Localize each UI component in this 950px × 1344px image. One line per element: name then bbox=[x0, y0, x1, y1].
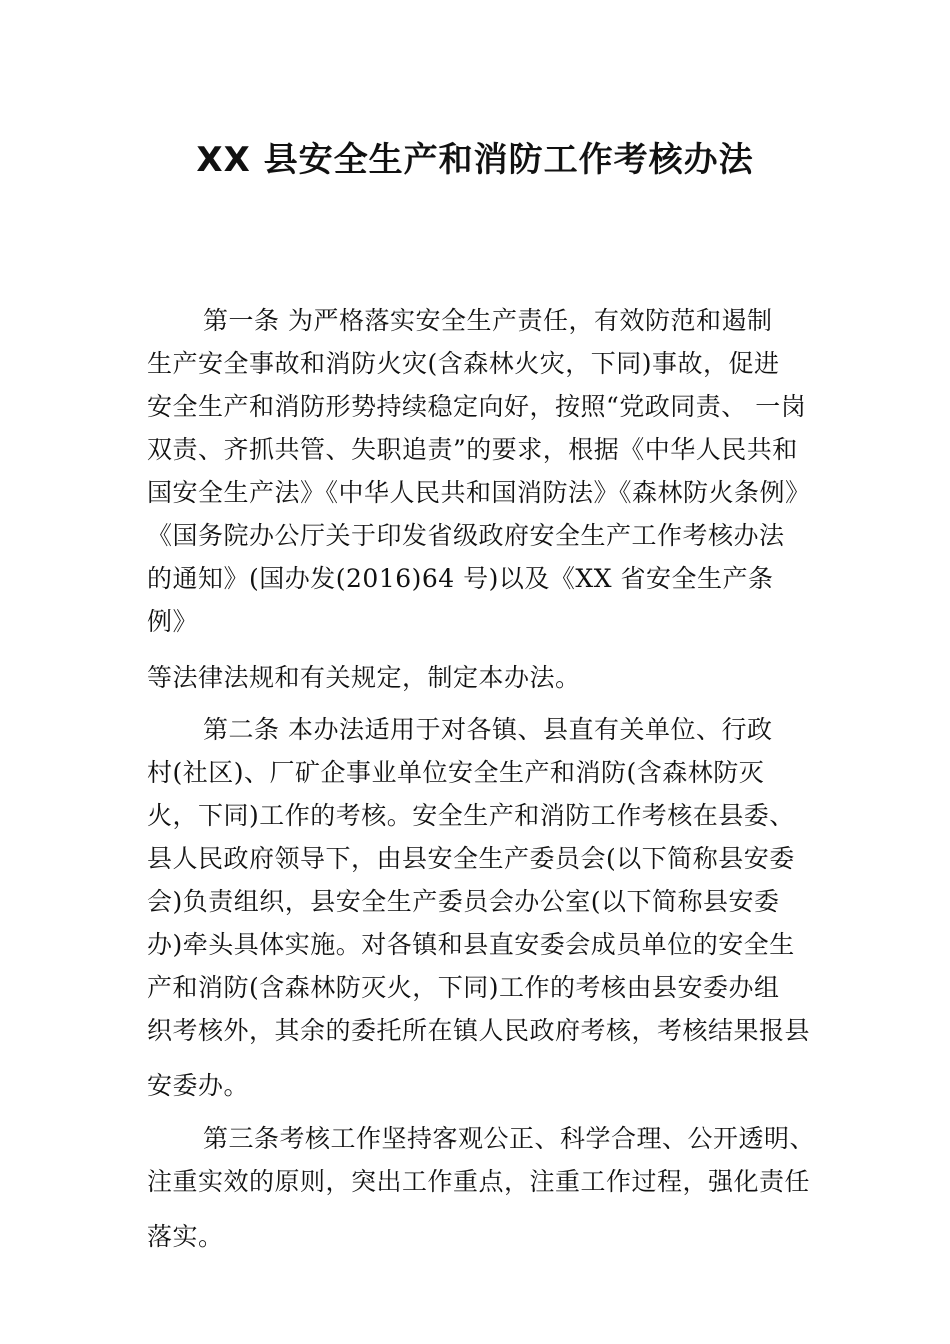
article1-line-8: 例》 bbox=[147, 607, 199, 636]
article1-line-6: 《国务院办公厅关于印发省级政府安全生产工作考核办法 bbox=[147, 521, 785, 550]
article2-line-2: 村(社区)、厂矿企事业单位安全生产和消防(含森林防灭 bbox=[147, 758, 765, 787]
article2-line-7: 产和消防(含森林防灭火，下同)工作的考核由县安委办组 bbox=[147, 973, 780, 1002]
article2-line-5: 会)负责组织，县安全生产委员会办公室(以下简称县安委 bbox=[147, 887, 780, 916]
article3-line-1: 第三条考核工作坚持客观公正、科学合理、公开透明、 bbox=[203, 1124, 816, 1153]
article1-line-1: 第一条 为严格落实安全生产责任，有效防范和遏制 bbox=[203, 306, 773, 335]
article1-line-5: 国安全生产法》《中华人民共和国消防法》《森林防火条例》 bbox=[147, 478, 811, 507]
article3-line-3: 落实。 bbox=[147, 1222, 224, 1251]
article1-line-2: 生产安全事故和消防火灾(含森林火灾，下同)事故，促进 bbox=[147, 349, 780, 378]
article2-line-3: 火，下同)工作的考核。安全生产和消防工作考核在县委、 bbox=[147, 801, 795, 830]
article2-line-4: 县人民政府领导下，由县安全生产委员会(以下简称县安委 bbox=[147, 844, 795, 873]
article2-line-1: 第二条 本办法适用于对各镇、县直有关单位、行政 bbox=[203, 715, 773, 744]
article1-line-7: 的通知》(国办发(2016)64 号)以及《XX 省安全生产条 bbox=[147, 564, 774, 593]
article2-line-9: 安委办。 bbox=[147, 1071, 250, 1100]
article1-line-9: 等法律法规和有关规定，制定本办法。 bbox=[147, 663, 581, 692]
article1-line-4: 双责、齐抓共管、失职追责”的要求，根据《中华人民共和 bbox=[147, 435, 798, 464]
article2-line-6: 办)牵头具体实施。对各镇和县直安委会成员单位的安全生 bbox=[147, 930, 795, 959]
article2-line-8: 织考核外，其余的委托所在镇人民政府考核，考核结果报县 bbox=[147, 1016, 811, 1045]
document-title: XX 县安全生产和消防工作考核办法 bbox=[196, 140, 754, 180]
article1-line-3: 安全生产和消防形势持续稳定向好，按照“党政同责、 一岗 bbox=[147, 392, 807, 421]
article3-line-2: 注重实效的原则，突出工作重点，注重工作过程，强化责任 bbox=[147, 1167, 811, 1196]
